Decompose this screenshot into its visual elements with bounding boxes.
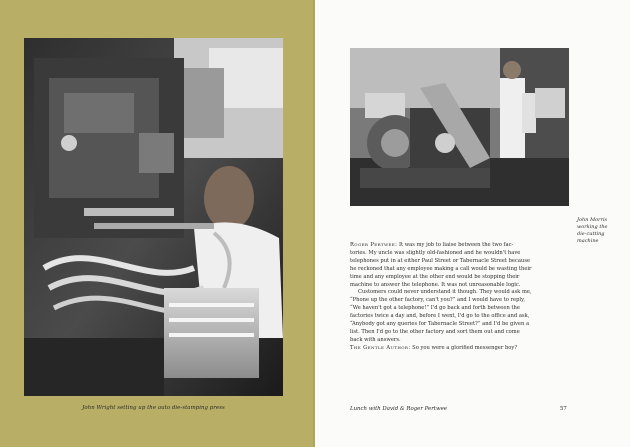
caption-right-line: John Morris working the — [577, 217, 608, 230]
text-line: tories. My uncle was slightly old-fashioned and he wouldn't have — [350, 249, 521, 256]
caption-right-photo — [577, 217, 627, 245]
right-page — [315, 0, 630, 447]
speaker-label: The Gentle Author: — [350, 344, 411, 351]
page-number: 57 — [560, 406, 567, 412]
text-line: time and any employee at the other end would be stopping their — [350, 273, 520, 280]
photo-die-stamping-press-image — [24, 38, 283, 396]
text-line: Customers could never understand it though. They would ask me, — [358, 289, 532, 296]
interview-text — [350, 242, 570, 353]
caption-right-line: die-cutting machine — [577, 231, 605, 244]
paragraph-gentle-author — [350, 345, 570, 353]
text-line: list. Then I'd go to the other factory and sort them out and come — [350, 328, 520, 335]
text-line: back with answers. — [350, 336, 401, 343]
caption-left-photo: John Wright setting up the auto die-stamping press — [82, 405, 225, 411]
text-line: machine to answer the telephone. It was not unreasonable logic. — [350, 281, 521, 288]
text-line: “Anybody got any queries for Tabernacle Street?” and I'd be given a — [350, 321, 530, 328]
text-line: factories twice a day and, before I went, I'd go to the office and ask, — [350, 313, 530, 320]
text-line — [350, 242, 570, 250]
paragraph-roger — [350, 242, 570, 289]
text-line — [350, 345, 570, 353]
photo-die-cutting-machine — [350, 48, 569, 206]
running-head: Lunch with David & Roger Pertwee — [350, 406, 447, 412]
text-line: “Phone up the other factory, can't you?” and I would have to reply, — [350, 297, 525, 304]
photo-die-cutting-machine-image — [350, 48, 569, 206]
text-line-content: So you were a glorified messenger boy? — [412, 344, 518, 351]
speaker-label: Roger Pertwee: — [350, 242, 398, 248]
photo-die-stamping-press — [24, 38, 283, 396]
text-line: “We haven't got a telephone!” I'd go back and forth between the — [350, 305, 520, 312]
paragraph-customers — [350, 289, 570, 344]
text-line-content: It was my job to liaise between the two fac- — [398, 242, 514, 248]
text-line: he reckoned that any employee making a call would be wasting their — [350, 265, 532, 272]
text-line: telephones put in at either Paul Street or Tabernacle Street because — [350, 257, 531, 264]
